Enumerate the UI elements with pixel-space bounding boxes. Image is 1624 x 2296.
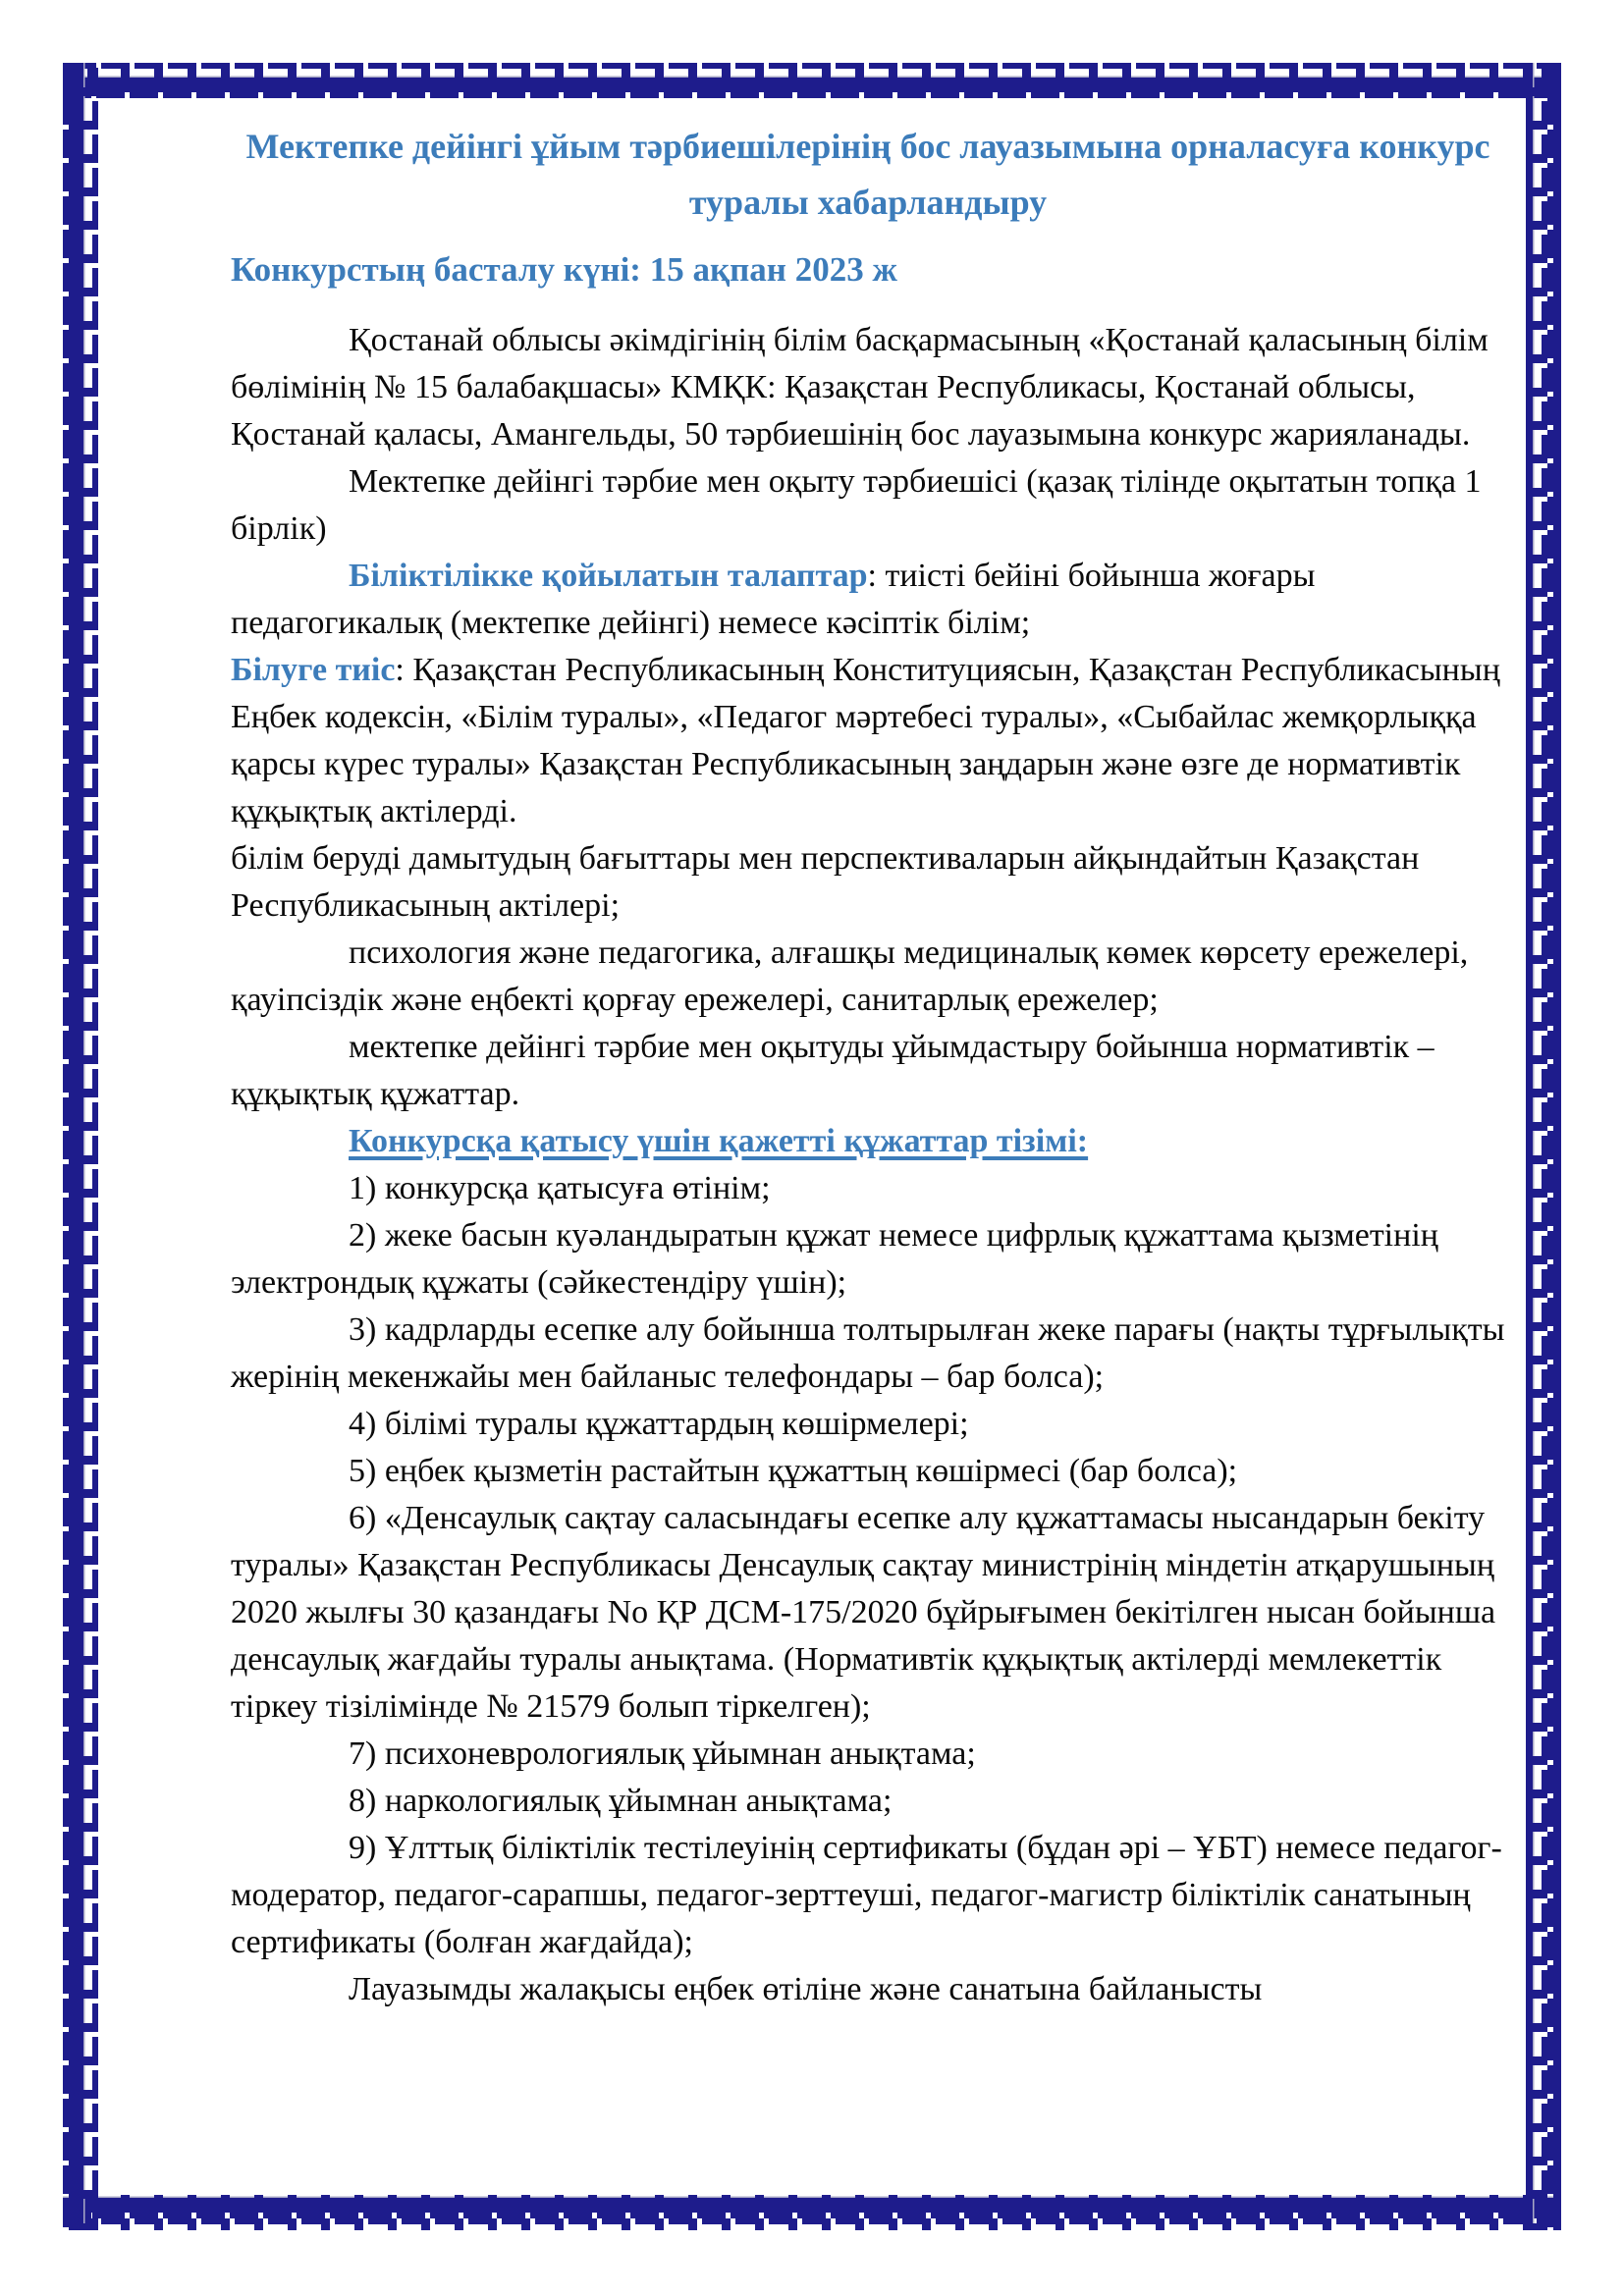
contest-start-date-heading: Конкурстың басталу күні: 15 ақпан 2023 ж bbox=[231, 250, 897, 289]
paragraph-development-acts: білім беруді дамытудың бағыттары мен перспективаларын айқындайтын Қазақстан Республикасының актілері; bbox=[231, 840, 1420, 924]
paragraph-salary: Лауазымды жалақысы еңбек өтіліне және санатына байланысты bbox=[349, 1971, 1263, 2007]
must-know-text: : Қазақстан Республикасының Конституциясын, Қазақстан Республикасының Еңбек кодексін, «Білім туралы», «Педагог мәртебесі туралы», «Сыбайлас жемқорлыққа қарсы күрес туралы» Қазақстан Республикасының заңдарын және өзге де нормативтік құқықтық актілерді. bbox=[231, 652, 1500, 829]
paragraph-preschool-normative-docs: мектепке дейінгі тәрбие мен оқытуды ұйымдастыру бойынша нормативтік – құқықтық құжаттар. bbox=[231, 1029, 1435, 1112]
paragraph-psychology-rules: психология және педагогика, алғашқы медициналық көмек көрсету ережелері, қауіпсіздік және еңбекті қорғау ережелері, санитарлық ережелер; bbox=[231, 934, 1469, 1018]
document-body bbox=[231, 317, 1505, 2013]
paragraph-must-know bbox=[231, 647, 1505, 835]
page-title: Мектепке дейінгі ұйым тәрбиешілерінің бос лауазымына орналасуға конкурс туралы хабарландыру bbox=[245, 127, 1490, 222]
paragraph-qualification bbox=[231, 553, 1505, 647]
document-list-item-8: 8) наркологиялық ұйымнан анықтама; bbox=[349, 1783, 893, 1819]
document-list-item-1: 1) конкурсқа қатысуға өтінім; bbox=[349, 1170, 771, 1206]
border-left bbox=[63, 63, 98, 2230]
paragraph-position: Мектепке дейінгі тәрбие мен оқыту тәрбиешісі (қазақ тілінде оқытатын топқа 1 бірлік) bbox=[231, 463, 1482, 547]
required-documents-heading-text: Конкурсқа қатысу үшін қажетті құжаттар тізімі: bbox=[349, 1123, 1089, 1159]
document-list-item-7: 7) психоневрологиялық ұйымнан анықтама; bbox=[349, 1735, 976, 1772]
document-list-item-9: 9) Ұлттық біліктілік тестілеуінің сертификаты (бұдан әрі – ҰБТ) немесе педагог-модератор, педагог-сарапшы, педагог-зерттеуші, педагог-магистр біліктілік санатының сертификаты (болған жағдайда); bbox=[231, 1830, 1502, 1960]
document-list-item-2: 2) жеке басын куәландыратын құжат немесе цифрлық құжаттама қызметінің электрондық құжаты (сәйкестендіру үшін); bbox=[231, 1217, 1438, 1301]
document-list-item-4: 4) білімі туралы құжаттардың көшірмелері; bbox=[349, 1406, 969, 1442]
border-top bbox=[63, 63, 1561, 98]
document-list-item-3: 3) кадрларды есепке алу бойынша толтырылған жеке парағы (нақты тұрғылықты жерінің мекенжайы мен байланыс телефондары – бар болса); bbox=[231, 1311, 1505, 1395]
qualification-requirements-text: : тиісті бейіні бойынша жоғары педагогикалық (мектепке дейінгі) немесе кәсіптік білім; bbox=[231, 558, 1316, 641]
qualification-requirements-label: Біліктілікке қойылатын талаптар bbox=[349, 558, 868, 594]
document-list-item-5: 5) еңбек қызметін растайтын құжаттың көшірмесі (бар болса); bbox=[349, 1453, 1238, 1489]
document-content bbox=[231, 119, 1505, 2013]
paragraph-announcement: Қостанай облысы әкімдігінің білім басқармасының «Қостанай қаласының білім бөлімінің № 15 балабақшасы» КМҚК: Қазақстан Республикасы, Қостанай облысы, Қостанай қаласы, Амангельды, 50 тәрбиешінің бос лауазымына конкурс жарияланады. bbox=[231, 322, 1489, 453]
border-right bbox=[1526, 63, 1561, 2230]
document-list-item-6: 6) «Денсаулық сақтау саласындағы есепке алу құжаттамасы нысандарын бекіту туралы» Қазақстан Республикасы Денсаулық сақтау министрінің міндетін атқарушының 2020 жылғы 30 қазандағы No ҚР ДСМ-175/2020 бұйрығымен бекітілген нысан бойынша денсаулық жағдайы туралы анықтама. (Нормативтік құқықтық актілерді мемлекеттік тіркеу тізілімінде № 21579 болып тіркелген); bbox=[231, 1500, 1496, 1725]
required-documents-heading bbox=[231, 1118, 1505, 1165]
must-know-label: Білуге тиіс bbox=[231, 652, 396, 688]
border-bottom bbox=[63, 2195, 1561, 2230]
